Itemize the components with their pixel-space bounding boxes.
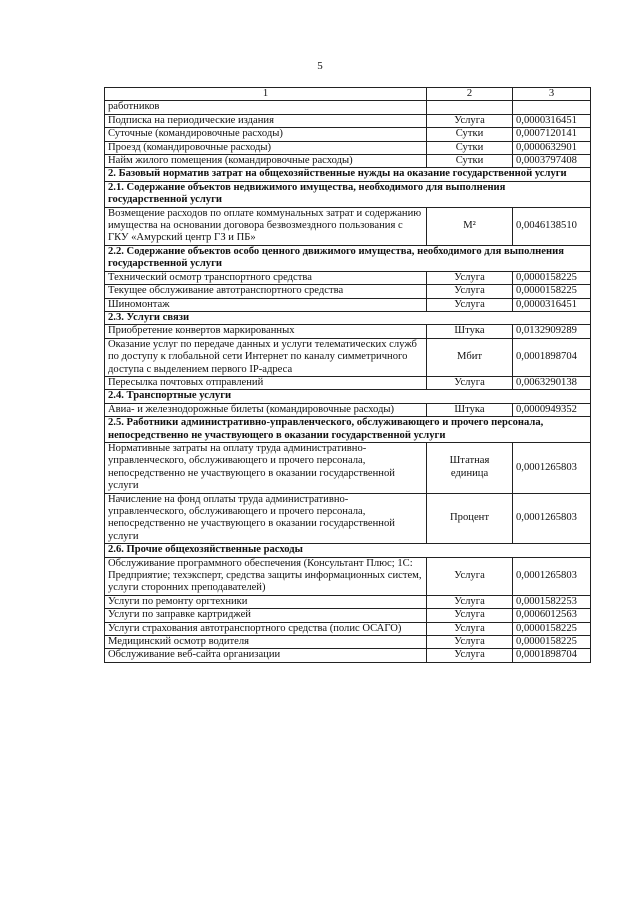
table-row xyxy=(105,636,591,649)
item-unit: Услуга xyxy=(427,285,513,298)
table-row xyxy=(105,595,591,608)
section-heading-row xyxy=(105,544,591,557)
section-heading-row xyxy=(105,245,591,271)
item-name: Медицинский осмотр водителя xyxy=(105,636,427,649)
item-name: работников xyxy=(105,101,427,114)
item-value xyxy=(513,101,591,114)
item-value: 0,0000316451 xyxy=(513,114,591,127)
item-value: 0,0001265803 xyxy=(513,442,591,493)
item-name: Пересылка почтовых отправлений xyxy=(105,376,427,389)
table-row xyxy=(105,114,591,127)
table-row xyxy=(105,285,591,298)
item-name: Подписка на периодические издания xyxy=(105,114,427,127)
item-unit: Услуга xyxy=(427,376,513,389)
item-value: 0,0000316451 xyxy=(513,298,591,311)
item-value: 0,0000949352 xyxy=(513,403,591,416)
item-value: 0,0132909289 xyxy=(513,325,591,338)
table-row xyxy=(105,338,591,376)
item-unit: Сутки xyxy=(427,128,513,141)
item-value: 0,0003797408 xyxy=(513,155,591,168)
item-unit: Услуга xyxy=(427,557,513,595)
item-name: Суточные (командировочные расходы) xyxy=(105,128,427,141)
section-title: 2. Базовый норматив затрат на общехозяйственные нужды на оказание государственной услуги xyxy=(105,168,591,181)
item-unit: Услуга xyxy=(427,622,513,635)
item-name: Приобретение конвертов маркированных xyxy=(105,325,427,338)
item-name: Нормативные затраты на оплату труда административно-управленческого, обслуживающего и прочего персонала, непосредственно не участвующего в оказании государственной услуги xyxy=(105,442,427,493)
item-name: Проезд (командировочные расходы) xyxy=(105,141,427,154)
table-row xyxy=(105,101,591,114)
page-number: 5 xyxy=(317,60,323,72)
cost-norms-table xyxy=(104,87,591,663)
item-value: 0,0001898704 xyxy=(513,649,591,662)
section-title: 2.2. Содержание объектов особо ценного движимого имущества, необходимого для выполнения государственной услуги xyxy=(105,245,591,271)
table-row xyxy=(105,493,591,544)
table-row xyxy=(105,271,591,284)
table-row xyxy=(105,376,591,389)
item-unit: Услуга xyxy=(427,298,513,311)
item-unit: Штука xyxy=(427,325,513,338)
header-col-2: 2 xyxy=(427,88,513,101)
section-heading-row xyxy=(105,181,591,207)
item-name: Услуги страхования автотранспортного средства (полис ОСАГО) xyxy=(105,622,427,635)
section-title: 2.3. Услуги связи xyxy=(105,311,591,324)
item-name: Шиномонтаж xyxy=(105,298,427,311)
table-row xyxy=(105,325,591,338)
section-heading-row xyxy=(105,311,591,324)
item-unit: Услуга xyxy=(427,595,513,608)
item-value: 0,0063290138 xyxy=(513,376,591,389)
item-name: Возмещение расходов по оплате коммунальных затрат и содержанию имущества на основании договора безвозмездного пользования с ГКУ «Амурский центр ГЗ и ПБ» xyxy=(105,207,427,245)
section-title: 2.4. Транспортные услуги xyxy=(105,390,591,403)
item-value: 0,0001265803 xyxy=(513,557,591,595)
table-row xyxy=(105,557,591,595)
table-row xyxy=(105,141,591,154)
item-name: Услуги по заправке картриджей xyxy=(105,609,427,622)
item-value: 0,0006012563 xyxy=(513,609,591,622)
item-value: 0,0046138510 xyxy=(513,207,591,245)
section-heading-row xyxy=(105,417,591,443)
item-unit: Штатная единица xyxy=(427,442,513,493)
section-title: 2.6. Прочие общехозяйственные расходы xyxy=(105,544,591,557)
table-row xyxy=(105,403,591,416)
item-name: Текущее обслуживание автотранспортного средства xyxy=(105,285,427,298)
item-name: Найм жилого помещения (командировочные расходы) xyxy=(105,155,427,168)
header-col-1: 1 xyxy=(105,88,427,101)
item-name: Обслуживание программного обеспечения (Консультант Плюс; 1С: Предприятие; техэксперт, средства защиты информационных систем, услуги сторонних преподавателей) xyxy=(105,557,427,595)
section-title: 2.1. Содержание объектов недвижимого имущества, необходимого для выполнения государственной услуги xyxy=(105,181,591,207)
table-row xyxy=(105,649,591,662)
item-unit: Штука xyxy=(427,403,513,416)
item-value: 0,0001265803 xyxy=(513,493,591,544)
item-value: 0,0000158225 xyxy=(513,271,591,284)
item-unit: Услуга xyxy=(427,271,513,284)
item-unit: Услуга xyxy=(427,609,513,622)
item-value: 0,0000632901 xyxy=(513,141,591,154)
table-row xyxy=(105,622,591,635)
item-value: 0,0001898704 xyxy=(513,338,591,376)
table-row xyxy=(105,298,591,311)
item-value: 0,0000158225 xyxy=(513,622,591,635)
item-value: 0,0000158225 xyxy=(513,285,591,298)
item-name: Оказание услуг по передаче данных и услуги телематических служб по доступу к глобальной сети Интернет по каналу симметричного доступа с выделением первого IP-адреса xyxy=(105,338,427,376)
table-row xyxy=(105,207,591,245)
item-value: 0,0000158225 xyxy=(513,636,591,649)
item-unit: Сутки xyxy=(427,155,513,168)
table-row xyxy=(105,128,591,141)
item-name: Технический осмотр транспортного средства xyxy=(105,271,427,284)
item-unit: Мбит xyxy=(427,338,513,376)
item-unit: Сутки xyxy=(427,141,513,154)
table-row xyxy=(105,155,591,168)
item-name: Обслуживание веб-сайта организации xyxy=(105,649,427,662)
item-name: Услуги по ремонту оргтехники xyxy=(105,595,427,608)
item-unit: Услуга xyxy=(427,636,513,649)
table-header-row xyxy=(105,88,591,101)
item-unit: Услуга xyxy=(427,114,513,127)
item-unit: М² xyxy=(427,207,513,245)
section-heading-row xyxy=(105,390,591,403)
table-row xyxy=(105,442,591,493)
item-unit xyxy=(427,101,513,114)
item-value: 0,0007120141 xyxy=(513,128,591,141)
item-unit: Услуга xyxy=(427,649,513,662)
table-row xyxy=(105,609,591,622)
item-name: Начисление на фонд оплаты труда административно-управленческого, обслуживающего и прочего персонала, непосредственно не участвующего в оказании государственной услуги xyxy=(105,493,427,544)
item-name: Авиа- и железнодорожные билеты (командировочные расходы) xyxy=(105,403,427,416)
section-title: 2.5. Работники административно-управленческого, обслуживающего и прочего персонала, непосредственно не участвующего в оказании государственной услуги xyxy=(105,417,591,443)
item-value: 0,0001582253 xyxy=(513,595,591,608)
header-col-3: 3 xyxy=(513,88,591,101)
item-unit: Процент xyxy=(427,493,513,544)
section-heading-row xyxy=(105,168,591,181)
